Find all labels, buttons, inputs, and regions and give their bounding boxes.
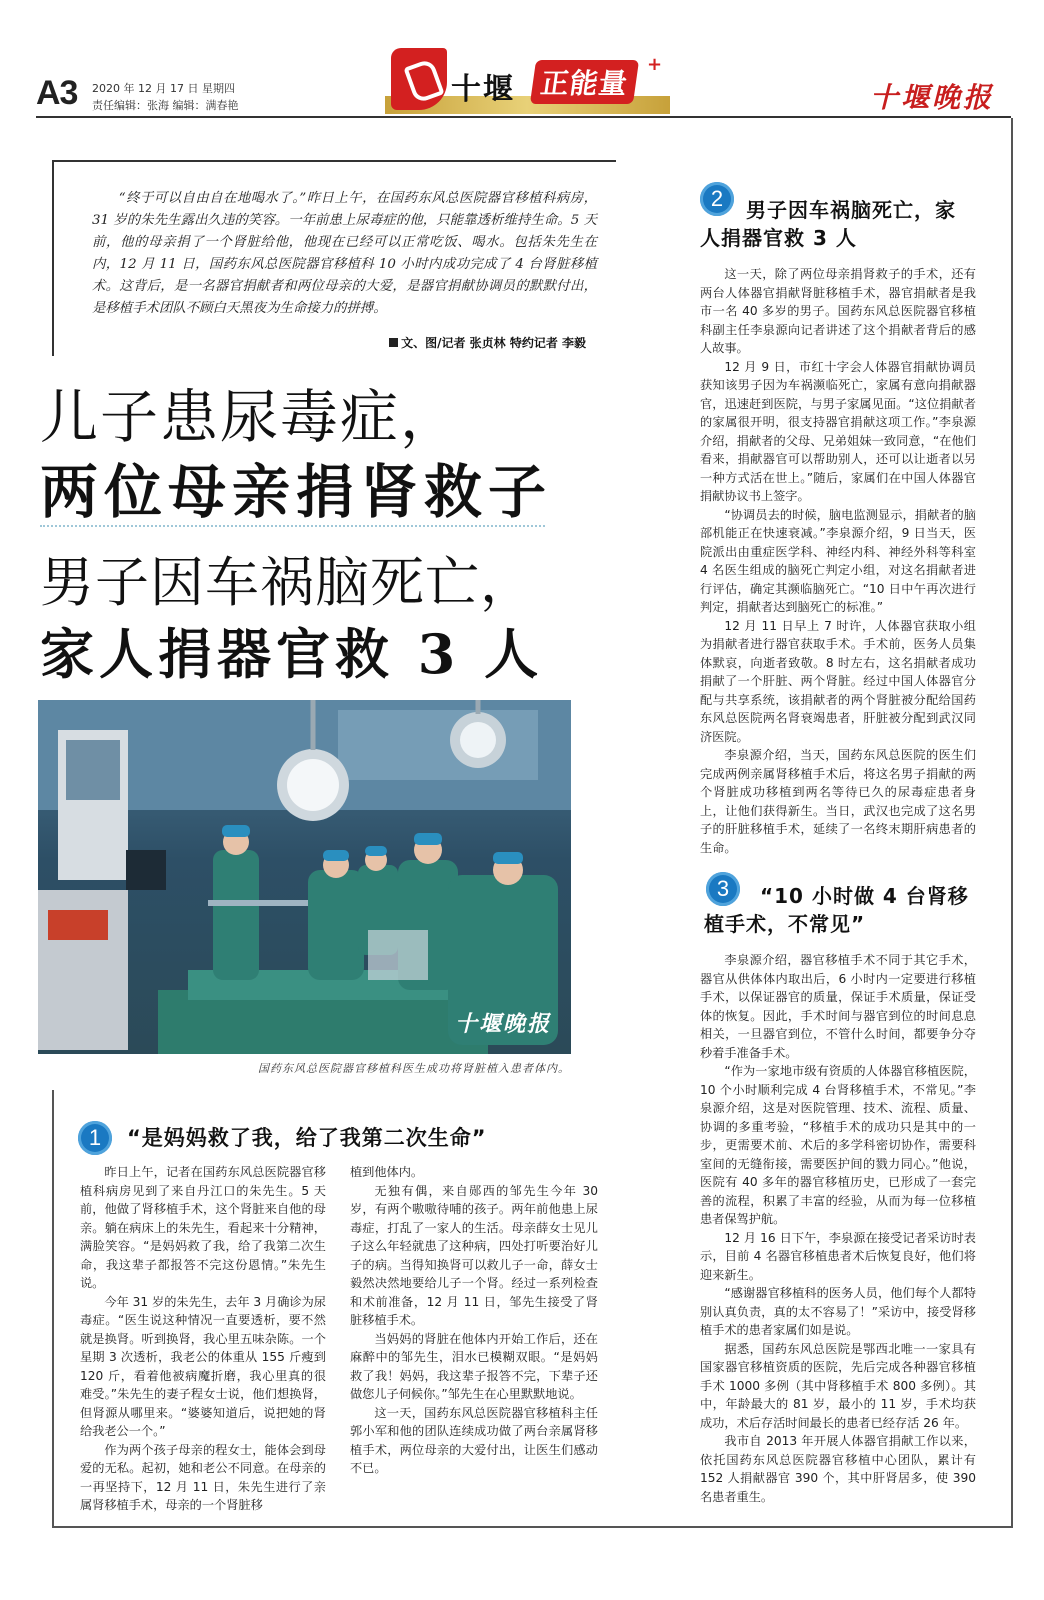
- section-3-title-line-1: “10 小时做 4 台肾移: [760, 884, 969, 908]
- surgery-photo-illustration: [38, 700, 571, 1054]
- section-1-title: “是妈妈救了我，给了我第二次生命”: [127, 1126, 487, 1150]
- banner-badge: 正能量: [530, 60, 639, 104]
- photo-caption: 国药东风总医院器官移植科医生成功将肾脏植入患者体内。: [258, 1062, 570, 1075]
- headline-line-3: 男子因车祸脑死亡，: [40, 551, 535, 614]
- section-2-title-line-1: 男子因车祸脑死亡，家: [746, 198, 956, 222]
- paragraph: 今年 31 岁的朱先生，去年 3 月确诊为尿毒症。“医生说这种情况一直要透析，要不然就是换肾。听到换肾，我心里五味杂陈。一个星期 3 次透析，我老公的体重从 155 斤瘦到 120 斤，看着他被病魔折磨，我心里真的很难受。”朱先生的妻子程女士说，他们想换肾，但肾源从哪里来。“婆婆知道后，说把她的肾给我老公一个。”: [80, 1294, 326, 1438]
- frame-right: [1011, 118, 1013, 1528]
- section-2-title-line-2: 人捐器官救 3 人: [700, 226, 857, 250]
- paragraph: “感谢器官移植科的医务人员，他们每个人都特别认真负责，真的太不容易了！”采访中，接受肾移植手术的患者家属们如是说。: [700, 1286, 976, 1337]
- paragraph: “协调员去的时候，脑电监测显示，捐献者的脑部机能正在快速衰减。”李泉源介绍，9 日当天，医院派出由重症医学科、神经内科、神经外科等科室 4 名医生组成的脑死亡判定小组，对这名捐献者进行评估，确定其濒临脑死亡。“10 日中午再次进行判定，捐献者达到脑死亡的标准。”: [700, 507, 976, 614]
- paragraph: 昨日上午，记者在国药东风总医院器官移植科病房见到了来自丹江口的朱先生。5 天前，他做了肾移植手术，这个肾脏来自他的母亲。躺在病床上的朱先生，看起来十分精神，满脸笑容。“是妈妈救了我，给了我第二次生命，我这辈子都报答不完这份恩情。”朱先生说。: [80, 1165, 326, 1290]
- paragraph: 12 月 9 日，市红十字会人体器官捐献协调员获知该男子因为车祸濒临死亡，家属有意向捐献器官，迅速赶到医院，与男子家属见面。“这位捐献者的家属很开明，很支持器官捐献这项工作。”李泉源介绍，捐献者的父母、兄弟姐妹一致同意，“在他们看来，捐献器官可以帮助别人，还可以让逝者以另一种方式活在世上。”随后，家属们在中国人体器官捐献协议书上签字。: [700, 359, 976, 503]
- section-1-column-1: [80, 1163, 326, 1515]
- headline-line-1: 儿子患尿毒症，: [40, 383, 461, 451]
- byline-text: 文、图/记者 张贞林 特约记者 李毅: [401, 336, 586, 350]
- paragraph: “作为一家地市级有资质的人体器官移植医院，10 个小时顺利完成 4 台肾移植手术，不常见。”李泉源介绍，这是对医院管理、技术、流程、质量、协调的多重考验，“移植手术的成功只是其中的一步，更需要术前、术后的多学科密切协作，需要科室间的无缝衔接，需要医护间的戮力同心。”他说，医院有 40 多年的器官移植历史，已形成了一套完善的流程，积累了丰富的经验，从而为每一位移植患者保驾护航。: [700, 1064, 976, 1226]
- surgery-photo: [38, 700, 571, 1054]
- paragraph: 植到他体内。: [350, 1165, 424, 1179]
- section-1-column-2: [350, 1163, 598, 1478]
- paragraph: 无独有偶，来自郧西的邹先生今年 30 岁，有两个嗷嗷待哺的孩子。两年前他患上尿毒症，打乱了一家人的生活。母亲薛女士见儿子这么年轻就患了这种病，四处打听要治好儿子的病。当得知换肾可以救儿子一命，薛女士毅然决然地要给儿子一个肾。经过一系列检查和术前准备，12 月 11 日，邹先生接受了肾脏移植手术。: [350, 1183, 598, 1327]
- paragraph: 这一天，国药东风总医院器官移植科主任郭小军和他的团队连续成功做了两台亲属肾移植手术，两位母亲的大爱付出，让医生们感动不已。: [350, 1405, 598, 1475]
- date-line: 2020 年 12 月 17 日 星期四: [92, 82, 235, 95]
- page-number: A3: [36, 74, 78, 112]
- header-rule: [36, 116, 1011, 118]
- intro-text: “终于可以自由自在地喝水了。”昨日上午，在国药东风总医院器官移植科病房，31 岁的朱先生露出久违的笑容。一年前患上尿毒症的他，只能靠透析维持生命。5 天前，他的母亲捐了一个肾脏给他，他现在已经可以正常吃饭、喝水。包括朱先生在内，12 月 11 日，国药东风总医院器官移植科 10 小时内成功完成了 4 台肾脏移植术。这背后，是一名器官捐献者和两位母亲的大爱，是器官捐献协调员的默默付出，是移植手术团队不顾白天黑夜为生命接力的拼搏。: [92, 191, 597, 316]
- banner-title: 十堰: [451, 72, 515, 107]
- headline-divider: [40, 525, 545, 527]
- paragraph: 这一天，除了两位母亲捐肾救子的手术，还有两台人体器官捐献肾脏移植手术，器官捐献者是我市一名 40 多岁的男子。国药东风总医院器官移植科副主任李泉源向记者讲述了这个捐献者背后的感人故事。: [700, 267, 976, 355]
- photo-watermark: 十堰晚报: [454, 1011, 551, 1037]
- section-3-title-line-2: 植手术，不常见”: [704, 912, 866, 936]
- square-bullet-icon: [389, 338, 398, 347]
- section-2-body: [700, 265, 976, 857]
- byline: [389, 334, 586, 351]
- plus-icon: +: [647, 54, 663, 75]
- paragraph: 我市自 2013 年开展人体器官捐献工作以来，依托国药东风总医院器官移植中心团队，累计有 152 人捐献器官 390 个，其中肝肾居多，使 390 名患者重生。: [700, 1434, 976, 1504]
- frame-bottom: [52, 1526, 1013, 1528]
- frame-left: [52, 1090, 54, 1528]
- paragraph: 李泉源介绍，器官移植手术不同于其它手术，器官从供体体内取出后，6 小时内一定要进行移植手术，以保证器官的质量，保证手术质量，保证受体的恢复。因此，手术时间与器官到位的时间息息相关，一旦器官到位，不管什么时间，都要争分夺秒着手准备手术。: [700, 953, 976, 1060]
- section-3-body: [700, 951, 976, 1506]
- headline-line-2: 两位母亲捐肾救子: [40, 458, 553, 526]
- section-2-number-icon: 2: [700, 182, 734, 216]
- headline-line-4: 家人捐器官救 3 人: [40, 622, 544, 686]
- newspaper-logo: 十堰晚报: [869, 81, 994, 114]
- paragraph: 12 月 16 日下午，李泉源在接受记者采访时表示，目前 4 名器官移植患者术后恢复良好，他们将迎来新生。: [700, 1230, 976, 1282]
- paragraph: 12 月 11 日早上 7 时许，人体器官获取小组为捐献者进行器官获取手术。手术前，医务人员集体默哀，向逝者致敬。8 时左右，这名捐献者成功捐献了一个肝脏、两个肾脏。经过中国人体器官分配与共享系统，该捐献者的两个肾脏被分配给国药东风总医院两名肾衰竭患者，肝脏被分配到武汉同济医院。: [700, 618, 976, 744]
- intro-box: [52, 160, 616, 356]
- paragraph: 当妈妈的肾脏在他体内开始工作后，还在麻醉中的邹先生，泪水已模糊双眼。“是妈妈救了我！妈妈，我这辈子报答不完，下辈子还做您儿子伺候你。”邹先生在心里默默地说。: [350, 1331, 598, 1401]
- fist-logo-icon: [391, 48, 447, 110]
- section-3-number-icon: 3: [706, 872, 740, 906]
- section-1-number-icon: 1: [78, 1121, 112, 1155]
- editor-line: 责任编辑：张海 编辑：满春艳: [92, 99, 239, 112]
- paragraph: 李泉源介绍，当天，国药东风总医院的医生们完成两例亲属肾移植手术后，将这名男子捐献的两个肾脏成功移植到两名等待已久的尿毒症患者身上，让他们获得新生。当日，武汉也完成了这名男子的肝脏移植手术，延续了一名终末期肝病患者的生命。: [700, 748, 976, 855]
- section-banner: [385, 48, 670, 114]
- paragraph: 作为两个孩子母亲的程女士，能体会到母爱的无私。起初，她和老公不同意。在母亲的一再坚持下，12 月 11 日，朱先生进行了亲属肾移植手术，母亲的一个肾脏移: [80, 1442, 326, 1512]
- paragraph: 据悉，国药东风总医院是鄂西北唯一一家具有国家器官移植资质的医院，先后完成各种器官移植手术 1000 多例（其中肾移植手术 800 多例）。其中，年龄最大的 81 岁，最小的 11 岁，手术均获成功，术后存活时间最长的患者已经存活 26 年。: [700, 1341, 976, 1430]
